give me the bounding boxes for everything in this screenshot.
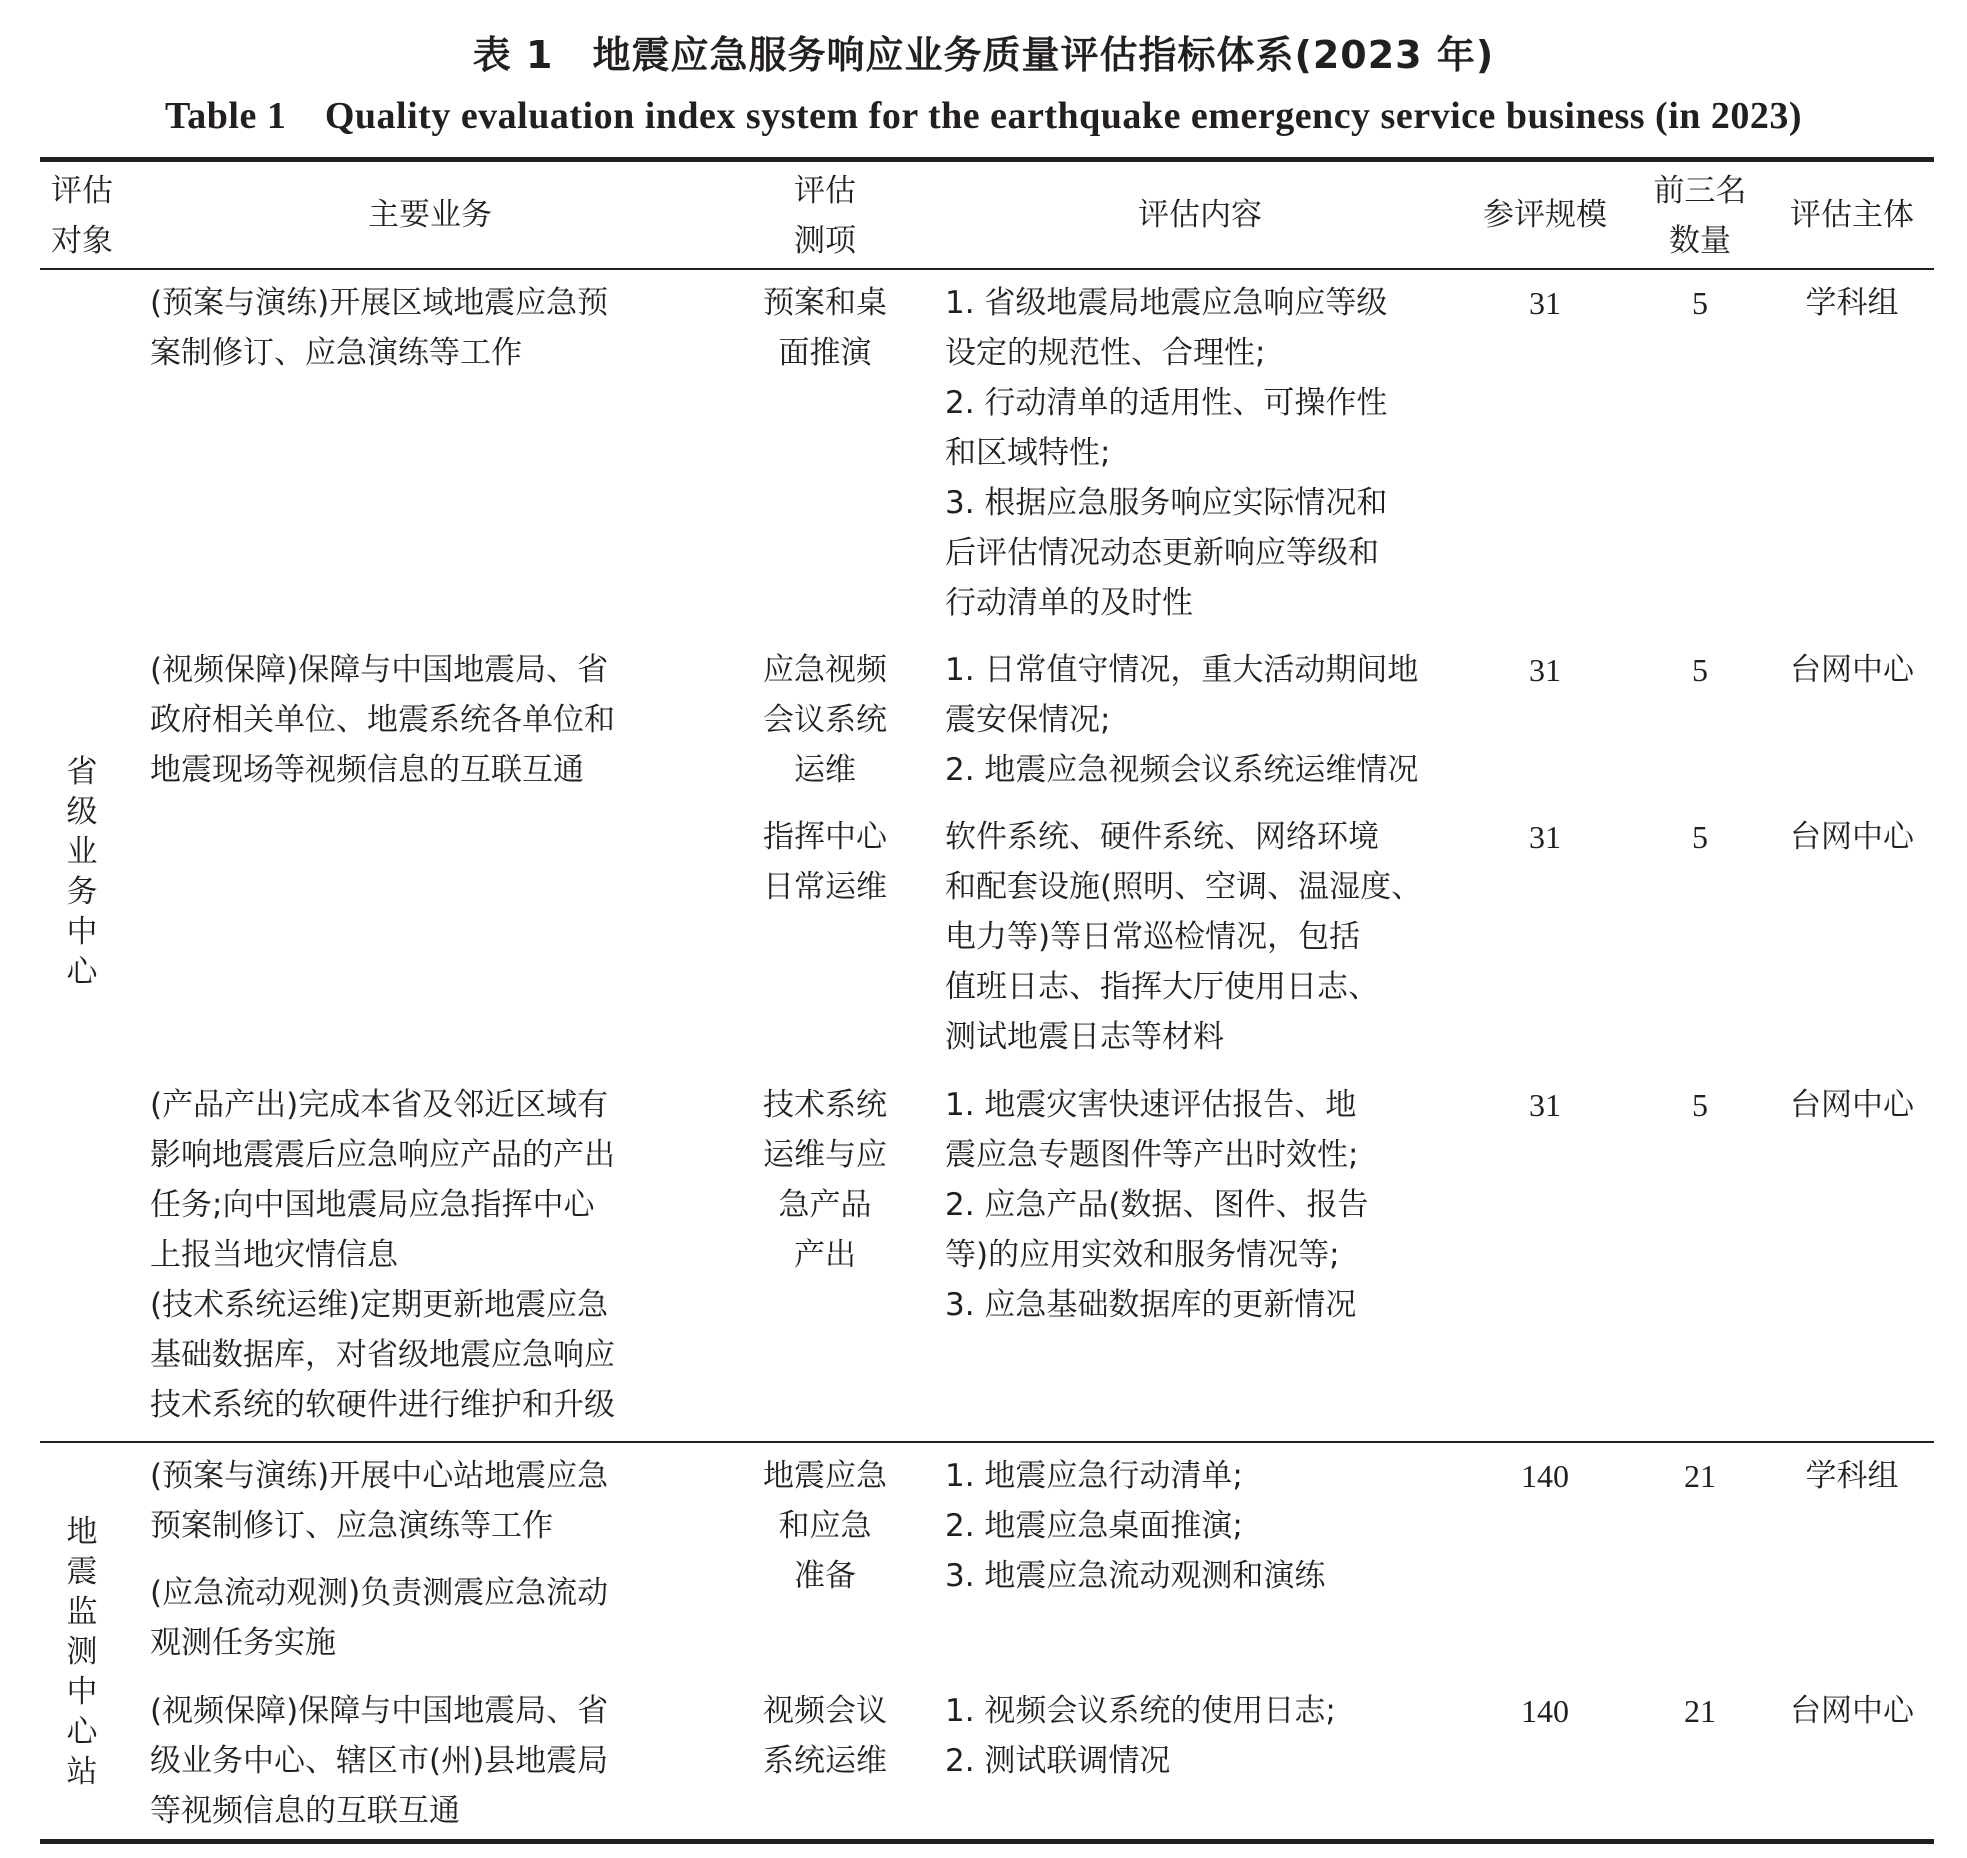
group-divider-rule [40, 1441, 1934, 1443]
row-top3: 5 [1692, 285, 1708, 321]
row-business: (视频保障)保障与中国地震局、省 政府相关单位、地震系统各单位和 地震现场等视频信息的互联互通 [150, 652, 615, 788]
row-business: (视频保障)保障与中国地震局、省 级业务中心、辖区市(州)县地震局 等视频信息的互联互通 [150, 1693, 609, 1829]
row-content: 1. 省级地震局地震应急响应等级 设定的规范性、合理性; 2. 行动清单的适用性、可操作性 和区域特性; 3. 根据应急服务响应实际情况和 后评估情况动态更新响应等级和 行动清单的及时性 [945, 285, 1388, 621]
row-business: (预案与演练)开展区域地震应急预 案制修订、应急演练等工作 [150, 285, 609, 371]
row-top3: 21 [1684, 1693, 1716, 1729]
header-rule [40, 268, 1934, 270]
row-content: 1. 地震灾害快速评估报告、地 震应急专题图件等产出时效性; 2. 应急产品(数据、图件、报告 等)的应用实效和服务情况等; 3. 应急基础数据库的更新情况 [945, 1087, 1369, 1323]
row-content: 1. 日常值守情况，重大活动期间地 震安保情况; 2. 地震应急视频会议系统运维情况 [945, 652, 1419, 788]
row-top3: 5 [1692, 652, 1708, 688]
row-item: 地震应急 和应急 准备 [763, 1458, 887, 1594]
row-subject: 台网中心 [1790, 819, 1914, 855]
group-object-monitoring-station: 地 震 监 测 中 心 站 [66, 1514, 98, 1790]
header-main-business: 主要业务 [368, 197, 492, 233]
row-content: 1. 视频会议系统的使用日志; 2. 测试联调情况 [945, 1693, 1336, 1779]
row-scale: 31 [1529, 652, 1561, 688]
row-scale: 140 [1521, 1693, 1569, 1729]
row-subject: 学科组 [1805, 1458, 1899, 1494]
row-top3: 5 [1692, 1087, 1708, 1123]
row-content: 1. 地震应急行动清单; 2. 地震应急桌面推演; 3. 地震应急流动观测和演练 [945, 1458, 1326, 1594]
header-evaluation-content: 评估内容 [1138, 197, 1262, 233]
row-subject: 台网中心 [1790, 1087, 1914, 1123]
row-scale: 31 [1529, 285, 1561, 321]
header-participant-scale: 参评规模 [1483, 197, 1607, 233]
row-item: 预案和桌 面推演 [763, 285, 887, 371]
row-content: 软件系统、硬件系统、网络环境 和配套设施(照明、空调、温湿度、 电力等)等日常巡检情况，包括 值班日志、指挥大厅使用日志、 测试地震日志等材料 [945, 819, 1423, 1055]
row-item: 技术系统 运维与应 急产品 产出 [763, 1087, 887, 1273]
table-title-en: Table 1 Quality evaluation index system for the earthquake emergency service business (in 2023) [164, 95, 1803, 137]
group-object-provincial-center: 省 级 业 务 中 心 [66, 754, 98, 990]
header-evaluation-subject: 评估主体 [1790, 197, 1914, 233]
row-scale: 31 [1529, 1087, 1561, 1123]
bottom-rule [40, 1839, 1934, 1844]
table-title-zh: 表 1 地震应急服务响应业务质量评估指标体系(2023 年) [472, 33, 1495, 77]
top-rule [40, 157, 1934, 162]
row-item: 应急视频 会议系统 运维 [763, 652, 887, 788]
row-subject: 台网中心 [1790, 652, 1914, 688]
row-subject: 学科组 [1805, 285, 1899, 321]
header-evaluation-object: 评估 对象 [51, 173, 113, 259]
row-subject: 台网中心 [1790, 1693, 1914, 1729]
row-business: (产品产出)完成本省及邻近区域有 影响地震震后应急响应产品的产出 任务;向中国地震局应急指挥中心 上报当地灾情信息 (技术系统运维)定期更新地震应急 基础数据库，对省级地震应急响应 技术系统的软硬件进行维护和升级 [150, 1087, 615, 1423]
header-top3-count: 前三名 数量 [1653, 173, 1747, 259]
row-business: (预案与演练)开展中心站地震应急 预案制修订、应急演练等工作 [150, 1458, 609, 1544]
row-scale: 140 [1521, 1458, 1569, 1494]
row-item: 视频会议 系统运维 [763, 1693, 887, 1779]
header-evaluation-item: 评估 测项 [794, 173, 856, 259]
row-scale: 31 [1529, 819, 1561, 855]
row-top3: 5 [1692, 819, 1708, 855]
row-top3: 21 [1684, 1458, 1716, 1494]
row-item: 指挥中心 日常运维 [763, 819, 887, 905]
row-business-secondary: (应急流动观测)负责测震应急流动 观测任务实施 [150, 1575, 609, 1661]
